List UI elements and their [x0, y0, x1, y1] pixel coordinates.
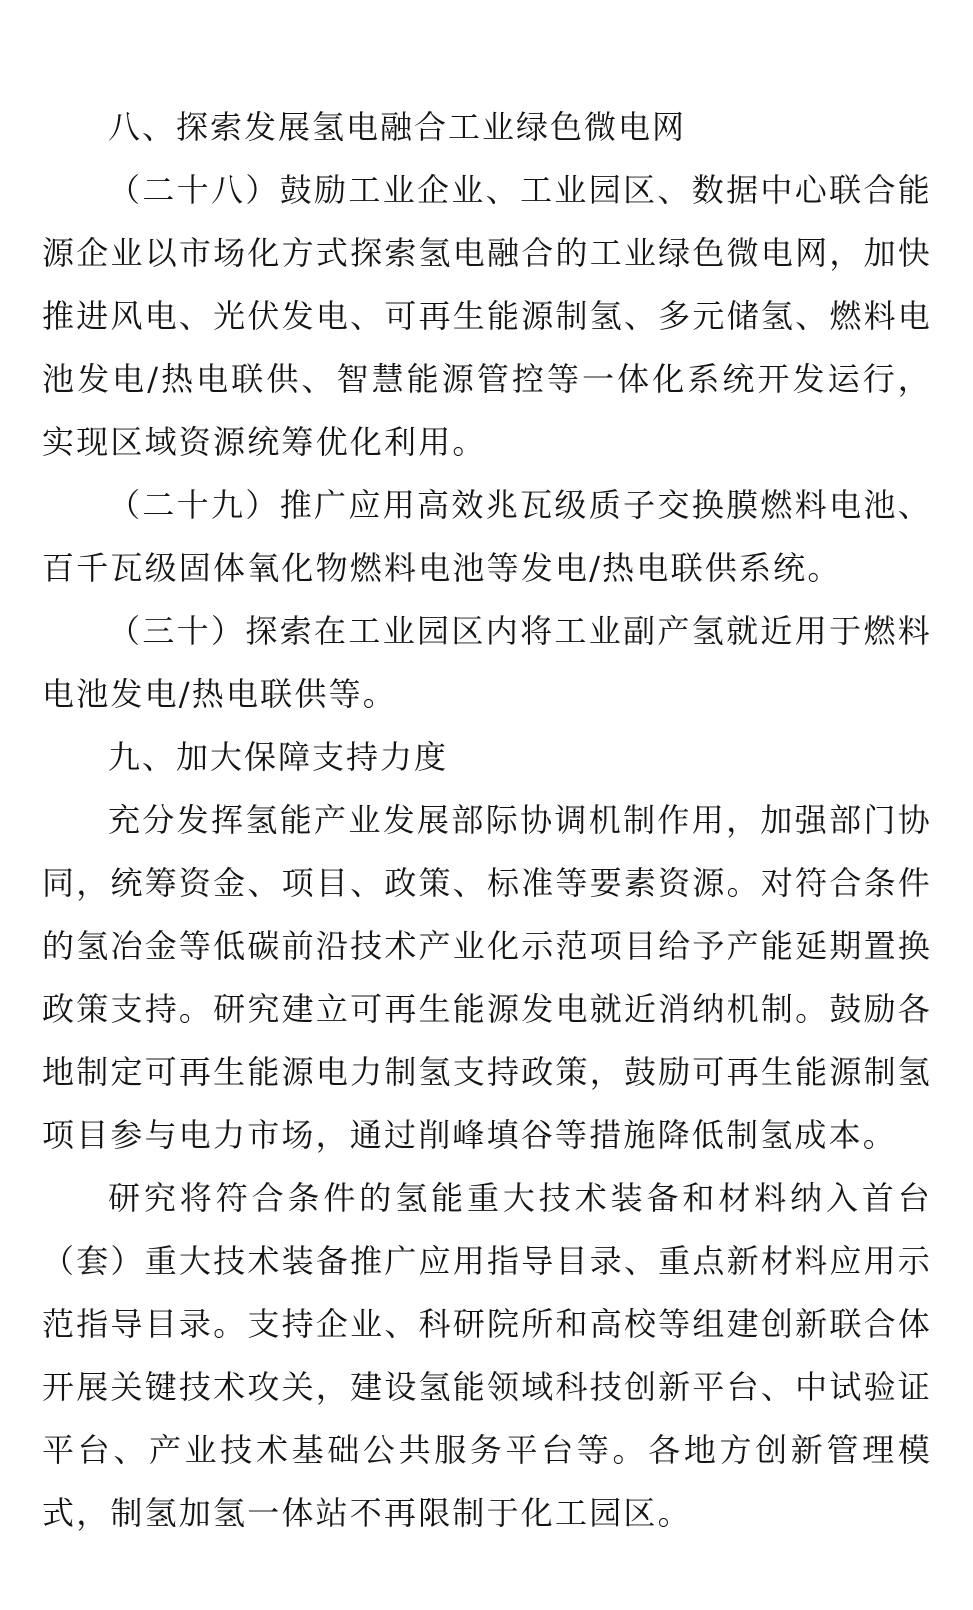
paragraph-equipment-innovation: 研究将符合条件的氢能重大技术装备和材料纳入首台（套）重大技术装备推广应用指导目录、重点新材料应用示范指导目录。支持企业、科研院所和高校等组建创新联合体开展关键技术攻关，建设氢能领域科技创新平台、中试验证平台、产业技术基础公共服务平台等。各地方创新管理模式，制氢加氢一体站不再限制于化工园区。: [42, 1179, 932, 1532]
paragraph-support-policy: 充分发挥氢能产业发展部际协调机制作用，加强部门协同，统筹资金、项目、政策、标准等要素资源。对符合条件的氢冶金等低碳前沿技术产业化示范项目给予产能延期置换政策支持。研究建立可再生能源发电就近消纳机制。鼓励各地制定可再生能源电力制氢支持政策，鼓励可再生能源制氢项目参与电力市场，通过削峰填谷等措施降低制氢成本。: [42, 801, 932, 1154]
paragraph-28: （二十八）鼓励工业企业、工业园区、数据中心联合能源企业以市场化方式探索氢电融合的工业绿色微电网，加快推进风电、光伏发电、可再生能源制氢、多元储氢、燃料电池发电/热电联供、智慧能源管控等一体化系统开发运行，实现区域资源统筹优化利用。: [42, 171, 932, 461]
section-heading-8: 八、探索发展氢电融合工业绿色微电网: [108, 108, 687, 146]
section-heading-9: 九、加大保障支持力度: [108, 738, 449, 776]
paragraph-29: （二十九）推广应用高效兆瓦级质子交换膜燃料电池、百千瓦级固体氧化物燃料电池等发电/热电联供系统。: [42, 486, 932, 587]
document-body: [42, 96, 932, 1545]
paragraph-30: （三十）探索在工业园区内将工业副产氢就近用于燃料电池发电/热电联供等。: [42, 612, 932, 713]
